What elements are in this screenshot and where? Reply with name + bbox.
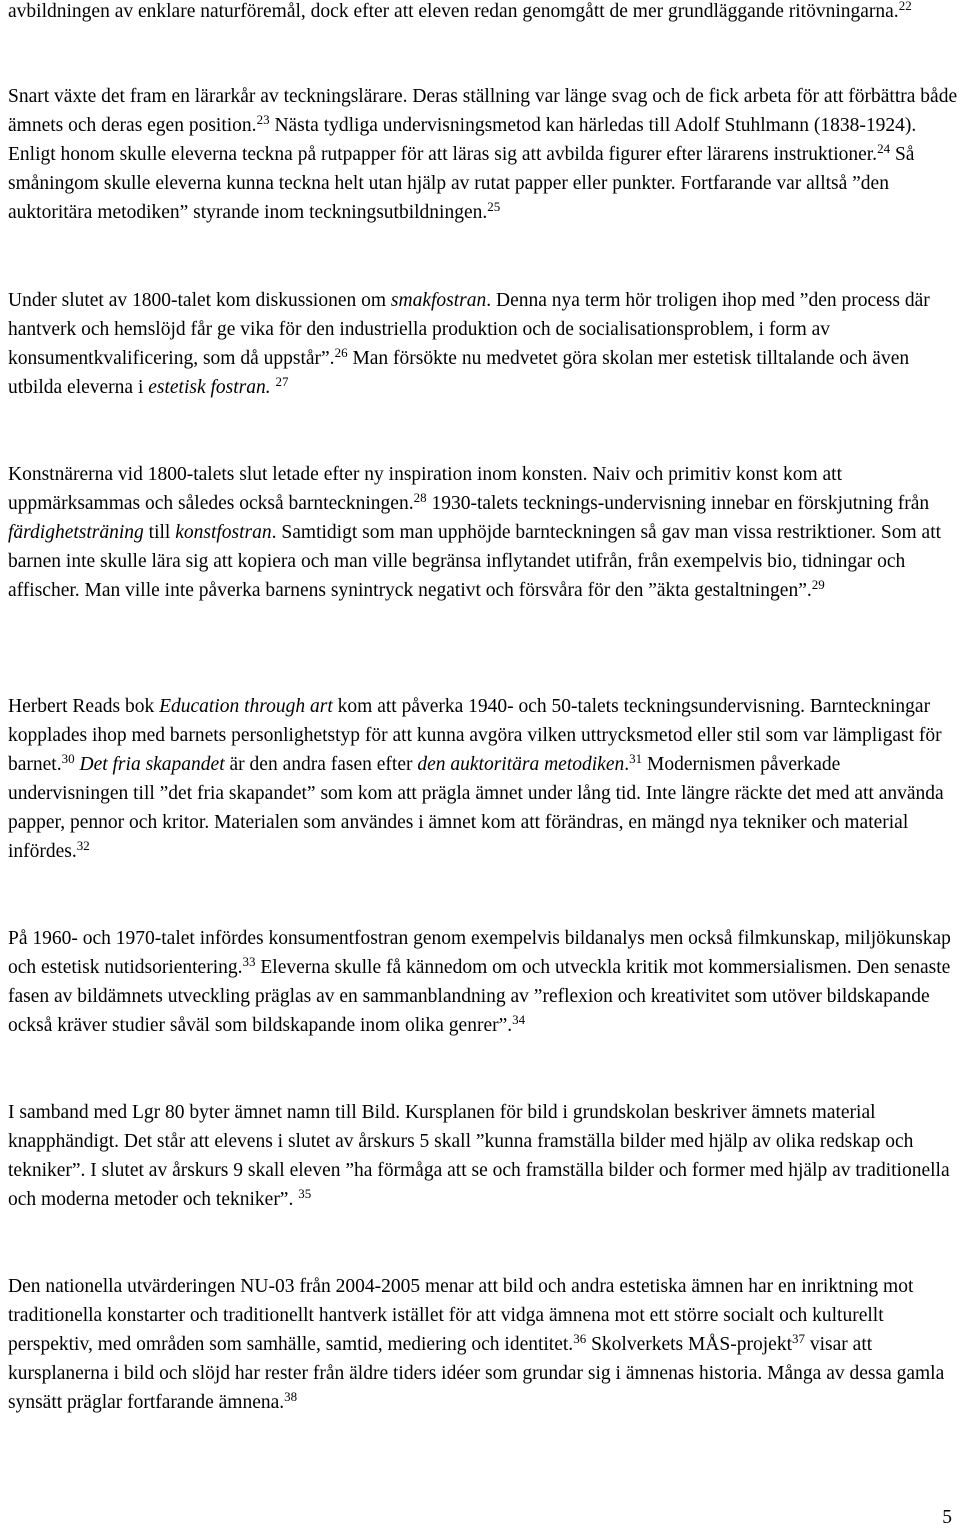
italic-text: Education through art	[159, 696, 333, 717]
footnote-ref-26: 26	[334, 344, 348, 360]
text-run: På 1960- och 1970-talet infördes konsumentfostran genom exempelvis bildanalys men också filmkunskap, miljökunskap och estetisk nutidsorientering.	[8, 928, 951, 978]
paragraph-4	[8, 460, 960, 605]
text-run: Man försökte nu medvetet göra skolan mer estetisk tilltalande och även utbilda eleverna i	[8, 348, 910, 398]
text-run: kom att påverka 1940- och 50-talets teckningsundervisning. Barnteckningar kopplades ihop med barnets personlighetstyp för att kunna avgöra vilken uttrycksmetod eller stil som var lämpligast för barnet.	[8, 696, 942, 775]
text-run: till	[143, 522, 176, 543]
page-number: 5	[942, 1507, 952, 1528]
text-run: avbildningen av enklare naturföremål, dock efter att eleven redan genomgått de mer grundläggande ritövningarna.	[8, 1, 899, 22]
text-run: Herbert Reads bok	[8, 696, 160, 717]
footnote-ref-35: 35	[298, 1185, 312, 1201]
paragraph-3	[8, 286, 960, 402]
paragraph-2	[8, 82, 960, 227]
text-run: .	[624, 754, 630, 775]
text-run: Nästa tydliga undervisningsmetod kan härledas till Adolf Stuhlmann (1838-1924). Enligt honom skulle eleverna teckna på rutpapper för att läras sig att avbilda figurer efter lärarens instruktioner.	[8, 115, 917, 165]
italic-text: färdighetsträning	[8, 522, 144, 543]
italic-text: den auktoritära metodiken	[417, 754, 625, 775]
text-run: Konstnärerna vid 1800-talets slut letade efter ny inspiration inom konsten. Naiv och primitiv konst kom att uppmärksammas och således också barnteckningen.	[8, 464, 843, 514]
text-run: Snart växte det fram en lärarkår av teckningslärare. Deras ställning var länge svag och de fick arbeta för att förbättra både ämnets och deras egen position.	[8, 86, 958, 136]
footnote-ref-24: 24	[877, 140, 891, 156]
footnote-ref-30: 30	[61, 750, 75, 766]
paragraph-7	[8, 1098, 960, 1214]
italic-text: smakfostran	[390, 290, 487, 311]
footnote-ref-33: 33	[242, 953, 256, 969]
text-run: . Samtidigt som man upphöjde barnteckningen så gav man vissa restriktioner. Som att barnen inte skulle lära sig att kopiera och man ville begränsa inflytandet utifrån, från exempelvis bio, tidningar och affischer. Man ville inte påverka barnens synintryck negativt och försvåra för den ”äkta gestaltningen”.	[8, 522, 942, 601]
footnote-ref-34: 34	[512, 1011, 526, 1027]
text-run: Så småningom skulle eleverna kunna teckna helt utan hjälp av rutat papper eller punkter. Fortfarande var alltså ”den auktoritära metodiken” styrande inom teckningsutbildningen.	[8, 144, 915, 223]
footnote-ref-36: 36	[573, 1330, 587, 1346]
footnote-ref-38: 38	[284, 1388, 298, 1404]
italic-text: estetisk fostran.	[148, 377, 271, 398]
text-run: är den andra fasen efter	[224, 754, 418, 775]
text-run: Den nationella utvärderingen NU-03 från 2004-2005 menar att bild och andra estetiska ämnen har en inriktning mot traditionella konstarter och traditionellt hantverk istället för att vidga ämnena mot ett större socialt och kulturellt perspektiv, med områden som samhälle, samtid, mediering och identitet.	[8, 1276, 914, 1355]
paragraph-1	[8, 0, 912, 26]
text-run: . Denna nya term hör troligen ihop med ”den process där hantverk och hemslöjd får ge vika för den industriella produktion och de socialisationsproblem, i form av konsumentkvalificering, som då uppstår”.	[8, 290, 930, 369]
footnote-ref-29: 29	[811, 576, 825, 592]
text-run: I samband med Lgr 80 byter ämnet namn till Bild. Kursplanen för bild i grundskolan beskriver ämnets material knapphändigt. Det står att elevens i slutet av årskurs 5 skall ”kunna framställa bilder med hjälp av olika redskap och tekniker”. I slutet av årskurs 9 skall eleven ”ha förmåga att se och framställa bilder och former med hjälp av traditionella och moderna metoder och tekniker”.	[8, 1102, 950, 1210]
footnote-ref-27: 27	[275, 373, 289, 389]
text-run: Eleverna skulle få kännedom om och utveckla kritik mot kommersialismen. Den senaste fasen av bildämnets utveckling präglas av en sammanblandning av ”reflexion och kreativitet som utöver bildskapande också kräver studier såväl som bildskapande inom olika genrer”.	[8, 957, 951, 1036]
text-run: Skolverkets MÅS-projekt	[586, 1334, 793, 1355]
paragraph-6	[8, 924, 960, 1040]
text-run: Under slutet av 1800-talet kom diskussionen om	[8, 290, 391, 311]
paragraph-8	[8, 1272, 960, 1417]
italic-text: konstfostran	[175, 522, 272, 543]
footnote-ref-37: 37	[792, 1330, 806, 1346]
footnote-ref-32: 32	[76, 837, 90, 853]
footnote-ref-31: 31	[629, 750, 643, 766]
text-run: 1930-talets tecknings-undervisning innebar en förskjutning från	[426, 493, 930, 514]
footnote-ref-28: 28	[413, 489, 427, 505]
footnote-ref-25: 25	[487, 198, 501, 214]
text-run: Modernismen påverkade undervisningen till ”det fria skapandet” som kom att prägla ämnet under lång tid. Inte längre räckte det med att använda papper, pennor och kritor. Materialen som användes i ämnet kom att förändras, en mängd nya tekniker och material infördes.	[8, 754, 944, 862]
paragraph-5	[8, 692, 960, 866]
footnote-ref-23: 23	[256, 111, 270, 127]
footnote-ref-22: 22	[898, 0, 912, 13]
text-run: visar att kursplanerna i bild och slöjd har rester från äldre tiders idéer som grundar sig i ämnenas historia. Många av dessa gamla synsätt präglar fortfarande ämnena.	[8, 1334, 945, 1413]
italic-text: Det fria skapandet	[79, 754, 225, 775]
